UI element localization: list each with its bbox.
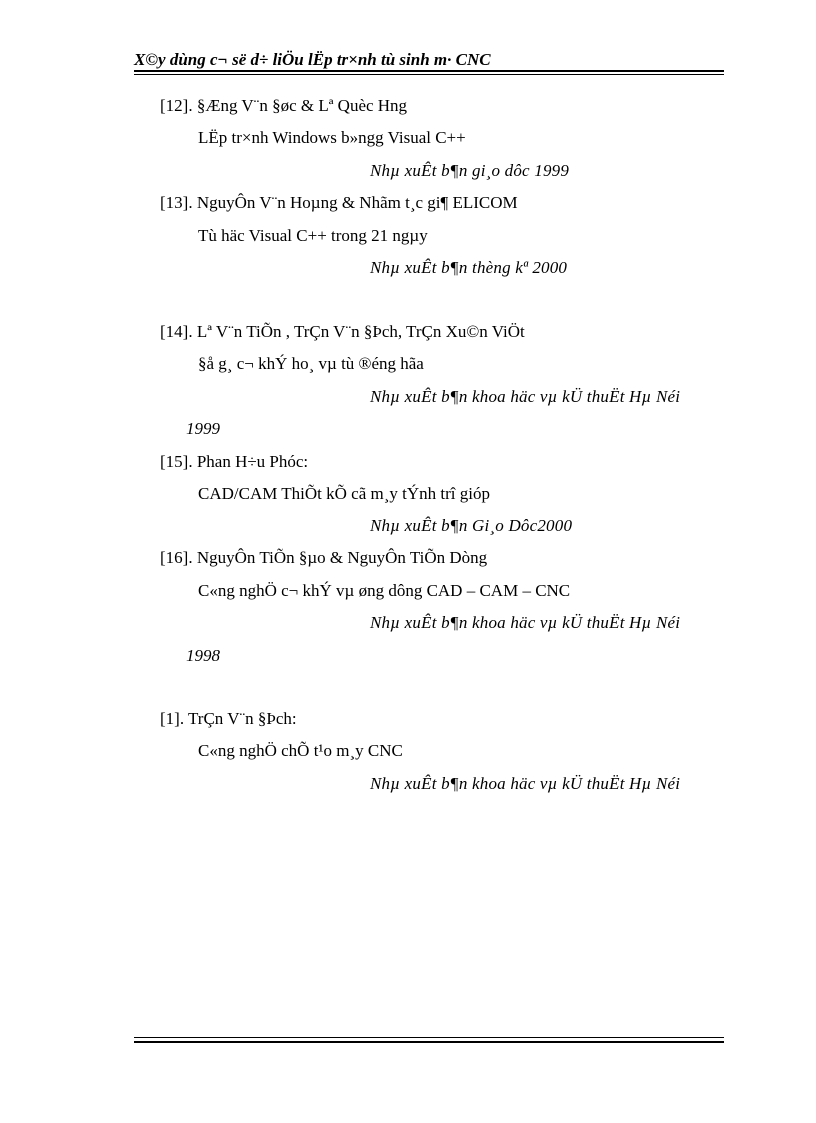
reference-14-publisher: Nhµ xuÊt b¶n khoa häc vµ kÜ thuËt Hµ Néi [370,387,681,406]
header-rule-top [134,70,724,72]
reference-14-title: §å g¸ c¬ khÝ ho¸ vµ tù ®éng hãa [198,354,424,373]
reference-1-heading: [1]. TrÇn V¨n §Þch: [160,709,297,728]
page-header [134,49,724,71]
header-title: X©y dùng c¬ së d÷ liÖu lËp tr×nh tù sinh m· CNC [134,50,491,69]
reference-12-publisher: Nhµ xuÊt b¶n gi¸o dôc 1999 [370,161,570,180]
reference-13-publisher: Nhµ xuÊt b¶n thèng kª 2000 [370,258,568,277]
footer-rule-bottom [134,1041,724,1043]
reference-16-title: C«ng nghÖ c¬ khÝ vµ øng dông CAD – CAM – CNC [198,581,571,600]
reference-14-year: 1999 [186,419,220,438]
header-rule-bottom [134,74,724,75]
reference-14-heading: [14]. Lª V¨n TiÕn , TrÇn V¨n §Þch, TrÇn Xu©n ViÖt [160,322,525,341]
reference-16-publisher: Nhµ xuÊt b¶n khoa häc vµ kÜ thuËt Hµ Néi [370,613,681,632]
reference-15-title: CAD/CAM ThiÕt kÕ cã m¸y tÝnh trî gióp [198,484,490,503]
reference-1-title: C«ng nghÖ chÕ t¹o m¸y CNC [198,741,403,760]
reference-13-heading: [13]. NguyÔn V¨n Hoµng & Nhãm t¸c gi¶ ELICOM [160,193,518,212]
reference-12-title: LËp tr×nh Windows b»ngg Visual C++ [198,128,466,147]
footer-rule-top [134,1037,724,1038]
reference-1-publisher: Nhµ xuÊt b¶n khoa häc vµ kÜ thuËt Hµ Néi [370,774,681,793]
reference-15-publisher: Nhµ xuÊt b¶n Gi¸o Dôc2000 [370,516,573,535]
reference-12-heading: [12]. §Æng V¨n §øc & Lª Quèc Hng [160,96,408,115]
reference-15-heading: [15]. Phan H÷u Phóc: [160,452,309,471]
reference-16-year: 1998 [186,646,220,665]
reference-13-title: Tù häc Visual C++ trong 21 ngµy [198,226,428,245]
reference-16-heading: [16]. NguyÔn TiÕn §µo & NguyÔn TiÕn Dòng [160,548,488,567]
